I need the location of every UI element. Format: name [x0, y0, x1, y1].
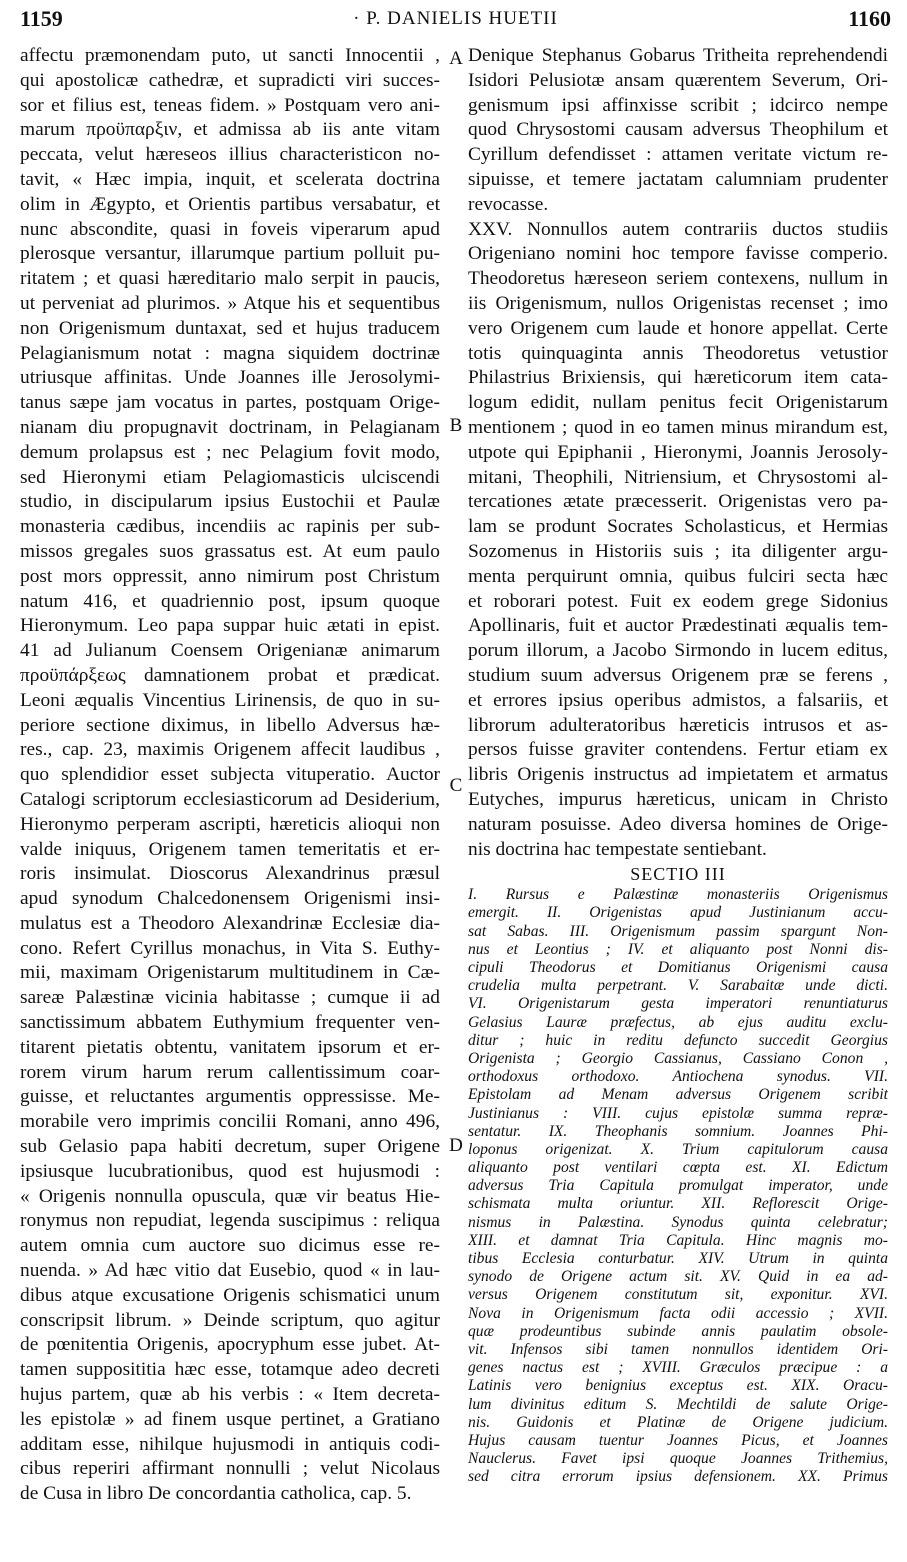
text-line: ritatem ; et quasi hæreditario malo serpit in paucis, — [20, 268, 440, 290]
text-line: Sozomenus in Historiis suis ; ita diligenter argu- — [468, 540, 888, 562]
summary-line: Justinianus : VIII. cujus epistolæ summa repræ- — [468, 1104, 888, 1122]
text-line: non Origenismum duntaxat, sed et hujus traducem — [20, 317, 440, 339]
text-line: olim in Ægypto, et Orientis partibus versabatur, et — [20, 193, 440, 215]
text-line: naturam posuisse. Adeo diversa homines de Orige- — [468, 813, 888, 835]
summary-line: Origenista ; Georgio Cassianus, Cassiano Conon , — [468, 1049, 888, 1067]
text-line: nis doctrina hac tempestate sentiebant. — [468, 838, 767, 860]
text-line: utriusque affinitas. Unde Joannes ille Jerosolymi- — [20, 367, 440, 389]
summary-line: versus Origenem constitutum sit, exponitur. XVI. — [468, 1286, 888, 1304]
text-line: sipuisse, et temere jactatam calumniam prudenter — [468, 168, 888, 190]
text-line: tamen supposititia hæc esse, totamque adeo decreti — [20, 1359, 440, 1381]
text-line: Eutyches, impurus hæreticus, unicam in Christo — [468, 788, 888, 810]
text-line: totis quinquaginta annis Theodoretus vetustior — [468, 342, 888, 364]
text-line: et roborari potest. Fuit ex eodem grege Sidonius — [468, 590, 888, 612]
text-line: Denique Stephanus Gobarus Tritheita reprehendendi — [468, 45, 888, 66]
section-summary — [468, 886, 888, 1486]
summary-line: Hujus causam tuentur Joannes Picus, et Joannes — [468, 1431, 888, 1449]
right-column-body — [468, 44, 888, 862]
text-line: natum 416, et quadriennio post, ipsum quoque — [20, 590, 440, 612]
text-line: Apollinaris, fuit et auctor Prædestinati æqualis tem- — [468, 615, 888, 637]
text-line: ipsiusque lucubrationibus, quod est hujusmodi : — [20, 1160, 440, 1182]
text-line: cono. Refert Cyrillus monachus, in Vita S. Euthy- — [20, 937, 440, 959]
summary-line: nus et Leontius ; IV. et aliquanto post Nonni dis- — [468, 940, 888, 958]
text-line: Catalogi scriptorum ecclesiasticorum ad Desiderium, — [20, 788, 440, 810]
text-line: sub Gelasio papa habiti decretum, super Origene — [20, 1136, 440, 1158]
summary-line: quæ prodeuntibus subinde annis paulatim obsole- — [468, 1322, 888, 1340]
text-line: lam se produnt Socrates Scholasticus, et Hermias — [468, 516, 888, 538]
text-line: roris insimulat. Dioscorus Alexandrinus præsul — [20, 863, 440, 885]
text-line: nunc abscondite, quasi in foveis viperarum apud — [20, 218, 440, 240]
summary-line: loponus origenizat. X. Trium capitulorum causa — [468, 1140, 888, 1158]
text-line: Cyrillum defendisset : attamen veritate victum re- — [468, 144, 888, 166]
summary-line: adversus Tria Capitula promulgat imperator, unde — [468, 1177, 888, 1195]
text-line: de Cusa in libro De concordantia catholica, cap. 5. — [20, 1483, 412, 1505]
text-line: Leoni æqualis Vincentius Lirinensis, de quo in su- — [20, 689, 440, 711]
left-column — [20, 44, 440, 1507]
text-line: qui apostolicæ cathedræ, et supradicti viri succes- — [20, 69, 440, 91]
text-line: valde iniquus, Origenem tamen temeritatis et er- — [20, 838, 440, 860]
text-line: quo splendidior esset subjecta vituperatio. Auctor — [20, 764, 440, 786]
text-line: mii, maximam Origenistarum multitudinem in Cæ- — [20, 962, 440, 984]
text-line: sareæ Palæstinæ vicinia habitasse ; cumque ii ad — [20, 987, 440, 1009]
summary-line: sed citra errorum ipsius defensionem. XX. Primus — [468, 1468, 888, 1486]
text-line: mentionem ; quod in eo tamen minus mirandum est, — [468, 416, 888, 438]
text-line: mitani, Theophili, Nitriensium, et Chrysostomi al- — [468, 466, 888, 488]
text-line: cibus reperiri affirmant nonnulli ; velut Nicolaus — [20, 1458, 440, 1480]
margin-marker-c: C — [449, 775, 463, 796]
summary-line: schismata multa oriuntur. XII. Reflorescit Orige- — [468, 1195, 888, 1213]
text-line: apud synodum Chalcedonensem Origenismi insi- — [20, 888, 440, 910]
text-line: dibus atque excusatione Origenis schismatici unum — [20, 1284, 440, 1306]
text-line: menta perquirunt omnia, quibus fulciri secta hæc — [468, 565, 888, 587]
text-line: « Origenis nonnulla opuscula, quæ vir beatus Hie- — [20, 1185, 440, 1207]
text-line: quod Chrysostomi causam adversus Theophilum et — [468, 119, 888, 141]
summary-line: VI. Origenistarum gesta imperatori renuntiaturus — [468, 995, 888, 1013]
text-line: periore sectione diximus, in libello Adversus hæ- — [20, 714, 440, 736]
margin-marker-a: A — [449, 48, 463, 69]
text-line: conscripsit librum. » Deinde scriptum, quo agitur — [20, 1309, 440, 1331]
text-line: de pœnitentia Origenis, apocryphum esse jubet. At- — [20, 1334, 440, 1356]
text-line: Theodoretus hæreseon seriem contexens, nullum in — [468, 268, 888, 290]
text-line: librorum adulteratoribus hæreticis intrusos et as- — [468, 714, 888, 736]
summary-line: sentatur. IX. Theophanis somnium. Joannes Phi- — [468, 1122, 888, 1140]
text-line: Origeniano nomini hoc tempore favisse comperio. — [468, 243, 888, 265]
text-line: iis Origenismum, nullos Origenistas recenset ; imo — [468, 292, 888, 314]
text-line: persos fuisse graviter contendens. Fertur etiam ex — [468, 739, 888, 761]
text-line: XXV. Nonnullos autem contrariis ductos studiis — [468, 218, 888, 240]
summary-line: ditur ; huic in reditu defuncto succedit Georgius — [468, 1031, 888, 1049]
text-line: logum edidit, nullam penitus fecit Origenistarum — [468, 392, 888, 414]
text-line: Pelagianismum notat : magna siquidem doctrinæ — [20, 342, 440, 364]
text-line: les epistolæ » ad finem usque pertinet, a Gratiano — [20, 1408, 440, 1430]
running-title: · P. DANIELIS HUETII — [353, 8, 558, 29]
summary-line: lum divinitus editum S. Mechtildi de salute Orige- — [468, 1395, 888, 1413]
text-line: genismum ipsi affinxisse scribit ; idcirco nempe — [468, 94, 888, 116]
text-line: ronymus non repudiat, legenda suscipimus : reliqua — [20, 1210, 440, 1232]
summary-line: I. Rursus e Palæstinæ monasteriis Origenismus — [468, 886, 888, 904]
right-column — [468, 44, 888, 1486]
text-line: vero Origenem cum laude et honore appellat. Certe — [468, 317, 888, 339]
summary-line: XIII. et damnat Tria Capitula. Hinc magnis mo- — [468, 1231, 888, 1249]
summary-line: nismus in Palæstina. Synodus quinta celebratur; — [468, 1213, 888, 1231]
text-line: mulatus est a Theodoro Alexandrinæ Ecclesiæ dia- — [20, 912, 440, 934]
margin-marker-b: B — [449, 415, 463, 436]
summary-line: Nova in Origenismum facta odii accessio ; XVII. — [468, 1304, 888, 1322]
text-line: post mors oppressit, anno nimirum post Christum — [20, 565, 440, 587]
summary-line: Gelasius Lauræ præfectus, ab ejus auditu exclu- — [468, 1013, 888, 1031]
summary-line: synodo de Origene actum sit. XV. Quid in ea ad- — [468, 1268, 888, 1286]
summary-line: vit. Infensos sibi tamen nonnullos identidem Ori- — [468, 1340, 888, 1358]
text-line: tanus sæpe jam vocatus in partes, postquam Orige- — [20, 392, 440, 414]
text-line: studio, in discipularum ipsius Eustochii et Paulæ — [20, 491, 440, 513]
summary-line: genes nactus est ; XVIII. Græculos præcipue : a — [468, 1359, 888, 1377]
text-line: autem omnia cum auctore suo dicimus esse re- — [20, 1235, 440, 1257]
text-line: sed Hieronymi etiam Pelagiomasticis ulciscendi — [20, 466, 440, 488]
text-line: 41 ad Julianum Coensem Origenianæ animarum — [20, 640, 440, 662]
text-line: hujus partem, quæ ab his verbis : « Item decreta- — [20, 1384, 440, 1406]
summary-line: crudelia multa perpetrant. V. Sarabaitæ unde dicti. — [468, 977, 888, 995]
text-line: tavit, « Hæc impia, inquit, et scelerata doctrina — [20, 168, 440, 190]
text-line: προϋπάρξεως damnationem probat et prædicat. — [20, 664, 440, 686]
text-line: missos gregales suos grassatus est. At eum paulo — [20, 540, 440, 562]
text-line: titarent pietatis obtentu, vanitatem ipsorum et er- — [20, 1036, 440, 1058]
summary-line: tibus Ecclesia conturbatur. XIV. Utrum in quinta — [468, 1250, 888, 1268]
margin-marker-d: D — [449, 1135, 463, 1156]
summary-line: Nauclerus. Favet ipsi quoque Joannes Trithemius, — [468, 1450, 888, 1468]
summary-line: aliquanto post ventilari cœpta est. XI. Edictum — [468, 1159, 888, 1177]
text-line: morabile vero imprimis concilii Romani, anno 496, — [20, 1111, 440, 1133]
text-line: guisse, et reluctantes argumentis oppressisse. Me- — [20, 1086, 440, 1108]
summary-line: orthodoxus orthodoxo. Antiochena synodus. VII. — [468, 1068, 888, 1086]
text-line: Isidori Pelusiotæ ansam quærentem Severum, Ori- — [468, 69, 888, 91]
text-line: plerosque versantur, illarumque partium polluit pu- — [20, 243, 440, 265]
text-line: utpote qui Epiphanii , Hieronymi, Joannis Jerosoly- — [468, 441, 888, 463]
text-line: monasteria cædibus, incendiis ac rapinis per sub- — [20, 516, 440, 538]
summary-line: Latinis vero benignius exceptus est. XIX. Oracu- — [468, 1377, 888, 1395]
text-line: porum illorum, a Jacobo Sirmondo in lucem editus, — [468, 640, 888, 662]
text-line: nianam diu propugnavit doctrinam, in Pelagianam — [20, 416, 440, 438]
summary-line: cipuli Theodorus et Domitianus Origenismi causa — [468, 959, 888, 977]
page-header — [20, 6, 891, 36]
text-line: tercationes ætate præcesserit. Origenistas vero pa- — [468, 491, 888, 513]
text-line: Philastrius Brixiensis, qui hæreticorum item cata- — [468, 367, 888, 389]
text-line: affectu præmonendam puto, ut sancti Innocentii , — [20, 45, 440, 66]
page-number-left: 1159 — [20, 6, 63, 31]
text-line: studium suum adversus Origenem præ se ferens , — [468, 664, 888, 686]
page-number-right: 1160 — [848, 6, 891, 31]
summary-line: Epistolam ad Menam adversus Origenem scribit — [468, 1086, 888, 1104]
text-line: Hieronymo perperam ascripti, hæreticis alioqui non — [20, 813, 440, 835]
text-line: res., cap. 23, maximis Origenem affecit laudibus , — [20, 739, 440, 761]
text-line: marum προϋπαρξιν, et admissa ab iis ante vitam — [20, 119, 440, 141]
section-title: SECTIO III — [630, 864, 726, 885]
text-line: demum prolapsus est ; nec Pelagium fovit modo, — [20, 441, 440, 463]
summary-line: nis. Guidonis et Platinæ de Origene judicium. — [468, 1413, 888, 1431]
text-line: sor et filius est, teneas fidem. » Postquam vero ani- — [20, 94, 440, 116]
summary-line: emergit. II. Origenistas apud Justinianum accu- — [468, 904, 888, 922]
text-line: libris Origenis instructus ad impietatem et armatus — [468, 764, 888, 786]
text-line: Hieronymum. Leo papa suppar huic ætati in epist. — [20, 615, 440, 637]
text-line: additam esse, nihilque hujusmodi in antiquis codi- — [20, 1433, 440, 1455]
text-line: sanctissimum abbatem Euthymium frequenter ven- — [20, 1012, 440, 1034]
text-line: rorem virum harum rerum callentissimum coar- — [20, 1061, 440, 1083]
summary-line: sat Sabas. III. Origenismum passim spargunt Non- — [468, 922, 888, 940]
text-line: nuenda. » Ad hæc vitio dat Eusebio, quod « in lau- — [20, 1260, 440, 1282]
text-line: revocasse. — [468, 193, 549, 215]
text-line: et errores ipsius operibus admistos, a falsariis, et — [468, 689, 888, 711]
text-line: peccata, velut hæreseos illius characteristicon no- — [20, 144, 440, 166]
text-line: ut perveniat ad plurimos. » Atque his et sequentibus — [20, 292, 440, 314]
